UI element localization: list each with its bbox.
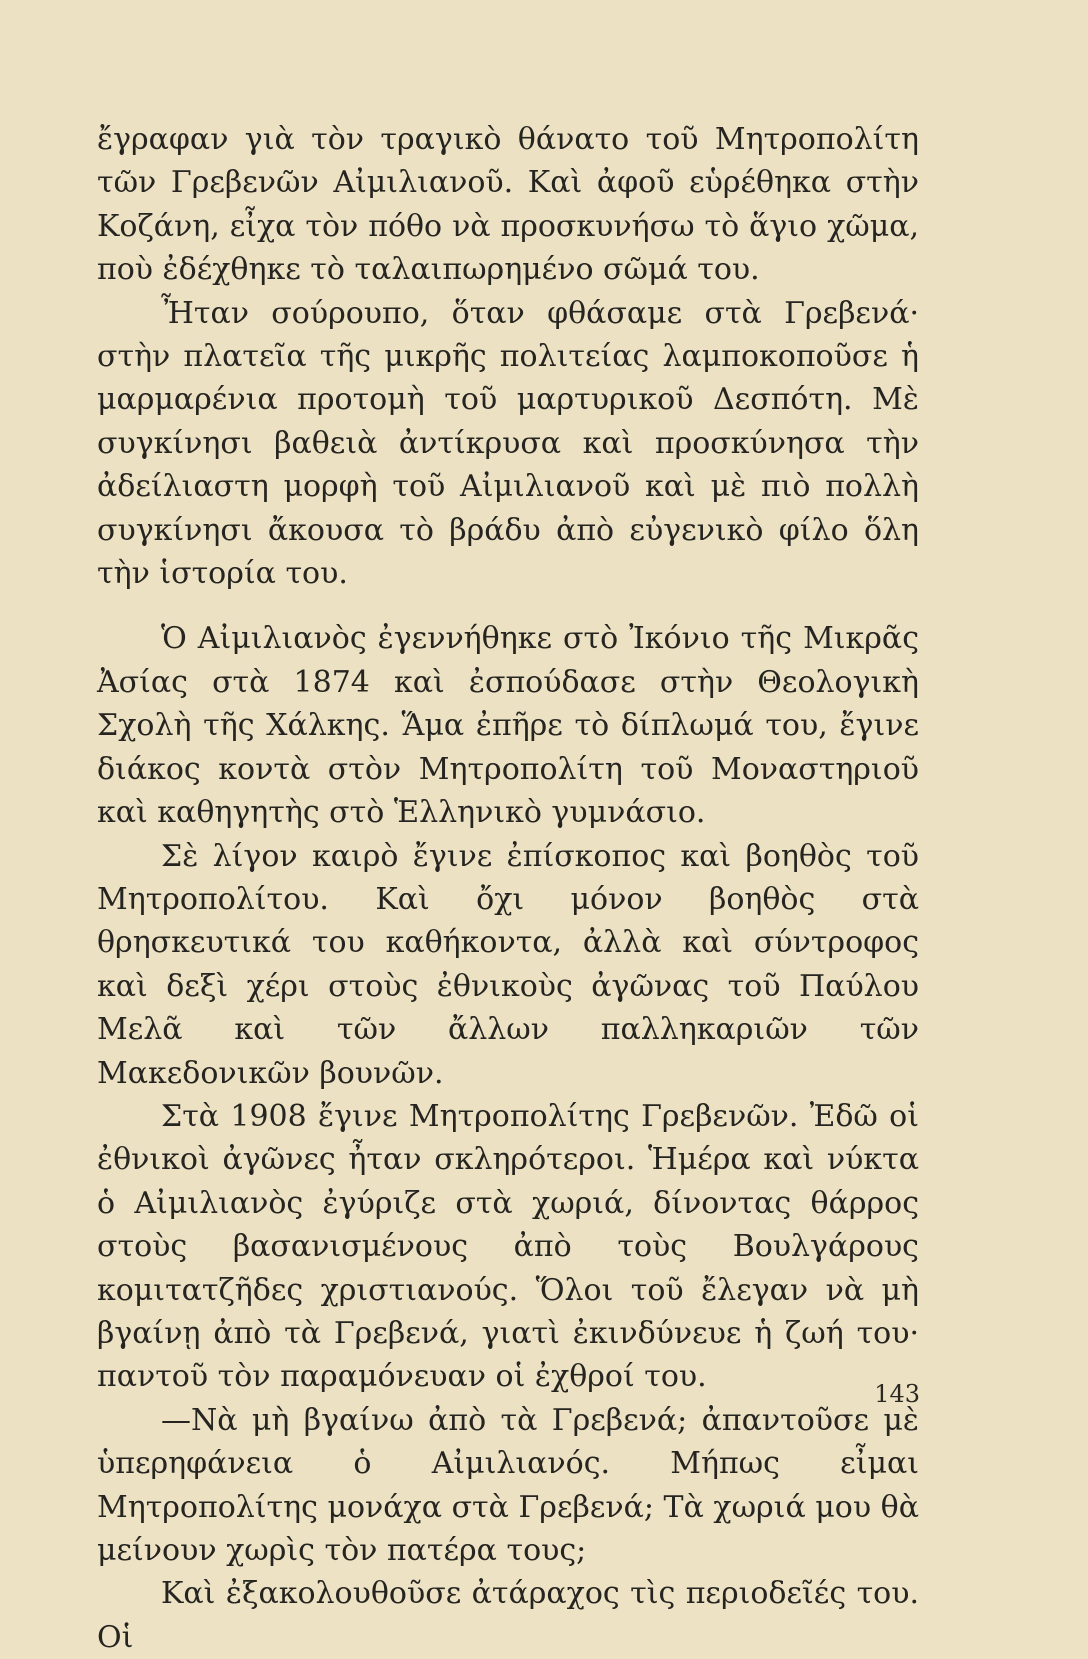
paragraph: —Νὰ μὴ βγαίνω ἀπὸ τὰ Γρεβενά; ἀπαντοῦσε μὲ ὑπερηφάνεια ὁ Αἰμιλιανός. Μήπως εἶμαι Μητροπολίτης μονάχα στὰ Γρεβενά; Τὰ χωριά μου θὰ μείνουν χωρὶς τὸν πατέρα τους; — [97, 1402, 919, 1568]
paragraph: Ἦταν σούρουπο, ὅταν φθάσαμε στὰ Γρεβενά· στὴν πλατεῖα τῆς μικρῆς πολιτείας λαμποκοποῦσε ἡ μαρμαρένια προτομὴ τοῦ μαρτυρικοῦ Δεσπότη. Μὲ συγκίνησι βαθειὰ ἀντίκρυσα καὶ προσκύνησα τὴν ἀδείλιαστη μορφὴ τοῦ Αἰμιλιανοῦ καὶ μὲ πιὸ πολλὴ συγκίνησι ἄκουσα τὸ βράδυ ἀπὸ εὐγενικὸ φίλο ὅλη τὴν ἱστορία του. — [97, 295, 919, 592]
body-text — [97, 118, 919, 1659]
paragraph: Καὶ ἐξακολουθοῦσε ἀτάραχος τὶς περιοδεῖές του. Οἱ — [97, 1576, 919, 1655]
page-number: 143 — [874, 1380, 920, 1408]
paragraph: Στὰ 1908 ἔγινε Μητροπολίτης Γρεβενῶν. Ἐδῶ οἱ ἐθνικοὶ ἀγῶνες ἦταν σκληρότεροι. Ἡμέρα καὶ νύκτα ὁ Αἰμιλιανὸς ἐγύριζε στὰ χωριά, δίνοντας θάρρος στοὺς βασανισμένους ἀπὸ τοὺς Βουλγάρους κομιτατζῆδες χριστιανούς. Ὅλοι τοῦ ἔλεγαν νὰ μὴ βγαίνῃ ἀπὸ τὰ Γρεβενά, γιατὶ ἐκινδύνευε ἡ ζωή του· παντοῦ τὸν παραμόνευαν οἱ ἐχθροί του. — [97, 1098, 919, 1395]
paragraph: Σὲ λίγον καιρὸ ἔγινε ἐπίσκοπος καὶ βοηθὸς τοῦ Μητροπολίτου. Καὶ ὄχι μόνον βοηθὸς στὰ θρησκευτικά του καθήκοντα, ἀλλὰ καὶ σύντροφος καὶ δεξὶ χέρι στοὺς ἐθνικοὺς ἀγῶνας τοῦ Παύλου Μελᾶ καὶ τῶν ἄλλων παλληκαριῶν τῶν Μακεδονικῶν βουνῶν. — [97, 838, 919, 1091]
paragraph: Ὁ Αἰμιλιανὸς ἐγεννήθηκε στὸ Ἰκόνιο τῆς Μικρᾶς Ἀσίας στὰ 1874 καὶ ἐσπούδασε στὴν Θεολογικὴ Σχολὴ τῆς Χάλκης. Ἅμα ἐπῆρε τὸ δίπλωμά του, ἔγινε διάκος κοντὰ στὸν Μητροπολίτη τοῦ Μοναστηριοῦ καὶ καθηγητὴς στὸ Ἑλληνικὸ γυμνάσιο. — [97, 621, 919, 831]
paragraph: ἔγραφαν γιὰ τὸν τραγικὸ θάνατο τοῦ Μητροπολίτη τῶν Γρεβενῶν Αἰμιλιανοῦ. Καὶ ἀφοῦ εὑρέθηκα στὴν Κοζάνη, εἶχα τὸν πόθο νὰ προσκυνήσω τὸ ἅγιο χῶμα, ποὺ ἐδέχθηκε τὸ ταλαιπωρημένο σῶμά του. — [97, 122, 919, 288]
